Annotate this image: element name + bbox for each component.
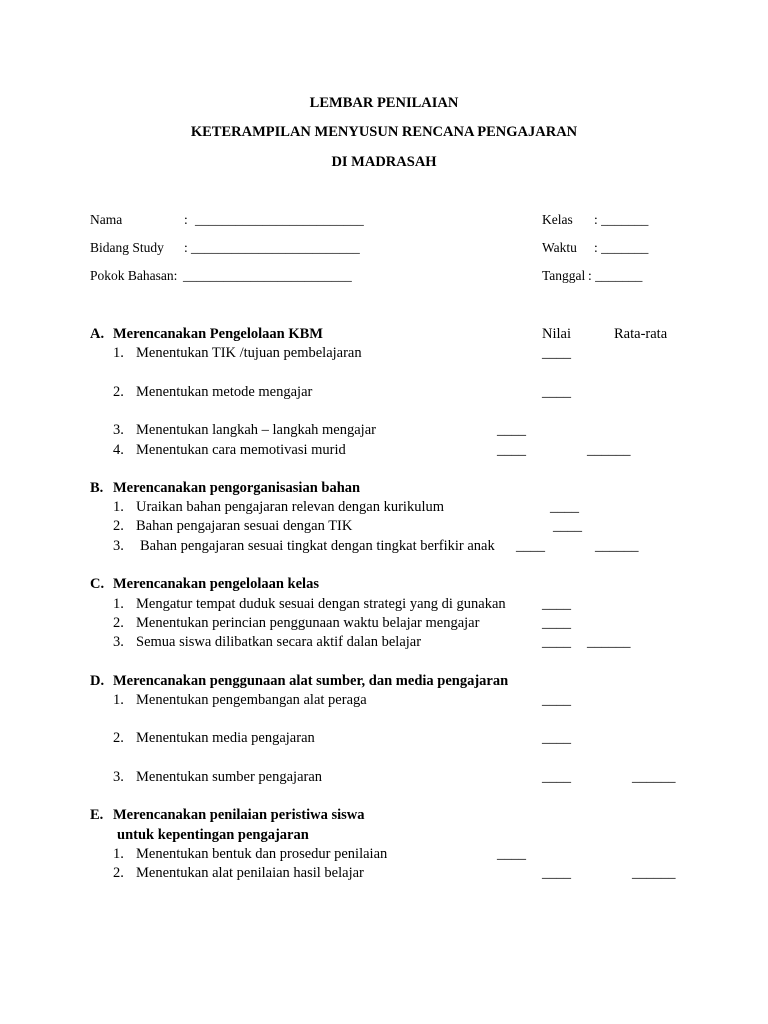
section-d-title: Merencanakan penggunaan alat sumber, dan media pengajaran xyxy=(113,673,509,689)
nilai-blank[interactable]: ____ xyxy=(542,865,571,881)
item-number: 1. xyxy=(113,596,124,612)
nilai-blank[interactable]: ____ xyxy=(542,384,571,400)
waktu-label: Waktu xyxy=(542,240,577,255)
nilai-blank[interactable]: ____ xyxy=(542,769,571,785)
nama-field[interactable]: _________________________ xyxy=(195,212,364,227)
item-text: Menentukan cara memotivasi murid xyxy=(136,442,346,458)
nilai-blank[interactable]: ____ xyxy=(516,538,545,554)
bidang-study-separator: : xyxy=(184,240,188,255)
nilai-blank[interactable]: ____ xyxy=(553,518,582,534)
section-d-letter: D. xyxy=(90,673,105,689)
pokok-bahasan-field[interactable]: _________________________ xyxy=(183,268,352,283)
nilai-blank[interactable]: ____ xyxy=(550,499,579,515)
kelas-label: Kelas xyxy=(542,212,573,227)
item-number: 2. xyxy=(113,384,124,400)
nilai-column-header: Nilai xyxy=(542,326,571,342)
nilai-blank[interactable]: ____ xyxy=(497,422,526,438)
bidang-study-label: Bidang Study xyxy=(90,240,164,255)
section-a-letter: A. xyxy=(90,326,105,342)
section-e-title-continued: untuk kepentingan pengajaran xyxy=(117,827,309,843)
nilai-blank[interactable]: ____ xyxy=(497,846,526,862)
nilai-blank[interactable]: ____ xyxy=(542,615,571,631)
nilai-blank[interactable]: ____ xyxy=(542,634,571,650)
item-number: 3. xyxy=(113,634,124,650)
bidang-study-field[interactable]: _________________________ xyxy=(191,240,360,255)
nama-separator: : xyxy=(184,212,188,227)
item-number: 2. xyxy=(113,865,124,881)
rata-rata-blank[interactable]: ______ xyxy=(632,769,676,785)
nilai-blank[interactable]: ____ xyxy=(542,692,571,708)
rata-rata-blank[interactable]: ______ xyxy=(595,538,639,554)
item-text: Menentukan langkah – langkah mengajar xyxy=(136,422,376,438)
item-number: 1. xyxy=(113,692,124,708)
item-text: Menentukan TIK /tujuan pembelajaran xyxy=(136,345,362,361)
section-e-letter: E. xyxy=(90,807,104,823)
section-a-title: Merencanakan Pengelolaan KBM xyxy=(113,326,323,342)
section-b-title: Merencanakan pengorganisasian bahan xyxy=(113,480,361,496)
section-c-title: Merencanakan pengelolaan kelas xyxy=(113,576,319,592)
item-number: 2. xyxy=(113,518,124,534)
item-text: Menentukan media pengajaran xyxy=(136,730,315,746)
document-subtitle: KETERAMPILAN MENYUSUN RENCANA PENGAJARAN xyxy=(190,124,578,140)
item-text: Menentukan sumber pengajaran xyxy=(136,769,323,785)
item-number: 3. xyxy=(113,538,124,554)
nilai-blank[interactable]: ____ xyxy=(497,442,526,458)
item-text: Bahan pengajaran sesuai dengan TIK xyxy=(136,518,353,534)
item-text: Uraikan bahan pengajaran relevan dengan kurikulum xyxy=(136,499,444,515)
section-c-letter: C. xyxy=(90,576,105,592)
tanggal-field[interactable]: : _______ xyxy=(588,268,643,283)
rata-rata-blank[interactable]: ______ xyxy=(587,442,631,458)
item-text: Menentukan bentuk dan prosedur penilaian xyxy=(136,846,388,862)
item-text: Menentukan alat penilaian hasil belajar xyxy=(136,865,364,881)
item-text: Bahan pengajaran sesuai tingkat dengan tingkat berfikir anak xyxy=(140,538,495,554)
section-b-letter: B. xyxy=(90,480,104,496)
item-number: 4. xyxy=(113,442,124,458)
nama-label: Nama xyxy=(90,212,123,227)
pokok-bahasan-label: Pokok Bahasan: xyxy=(90,268,178,283)
document-subtitle-2: DI MADRASAH xyxy=(331,154,437,170)
nilai-blank[interactable]: ____ xyxy=(542,345,571,361)
item-text: Menentukan perincian penggunaan waktu belajar mengajar xyxy=(136,615,480,631)
rata-rata-column-header: Rata-rata xyxy=(614,326,668,342)
document-title: LEMBAR PENILAIAN xyxy=(309,95,459,111)
item-number: 1. xyxy=(113,345,124,361)
section-e-title: Merencanakan penilaian peristiwa siswa xyxy=(113,807,365,823)
item-number: 2. xyxy=(113,730,124,746)
kelas-field[interactable]: : _______ xyxy=(594,212,649,227)
tanggal-label: Tanggal xyxy=(542,268,586,283)
nilai-blank[interactable]: ____ xyxy=(542,596,571,612)
nilai-blank[interactable]: ____ xyxy=(542,730,571,746)
item-number: 1. xyxy=(113,846,124,862)
item-number: 1. xyxy=(113,499,124,515)
item-text: Menentukan pengembangan alat peraga xyxy=(136,692,367,708)
item-text: Semua siswa dilibatkan secara aktif dalan belajar xyxy=(136,634,422,650)
item-number: 2. xyxy=(113,615,124,631)
item-number: 3. xyxy=(113,769,124,785)
item-text: Menentukan metode mengajar xyxy=(136,384,313,400)
rata-rata-blank[interactable]: ______ xyxy=(632,865,676,881)
item-text: Mengatur tempat duduk sesuai dengan strategi yang di gunakan xyxy=(136,596,506,612)
waktu-field[interactable]: : _______ xyxy=(594,240,649,255)
item-number: 3. xyxy=(113,422,124,438)
rata-rata-blank[interactable]: ______ xyxy=(587,634,631,650)
